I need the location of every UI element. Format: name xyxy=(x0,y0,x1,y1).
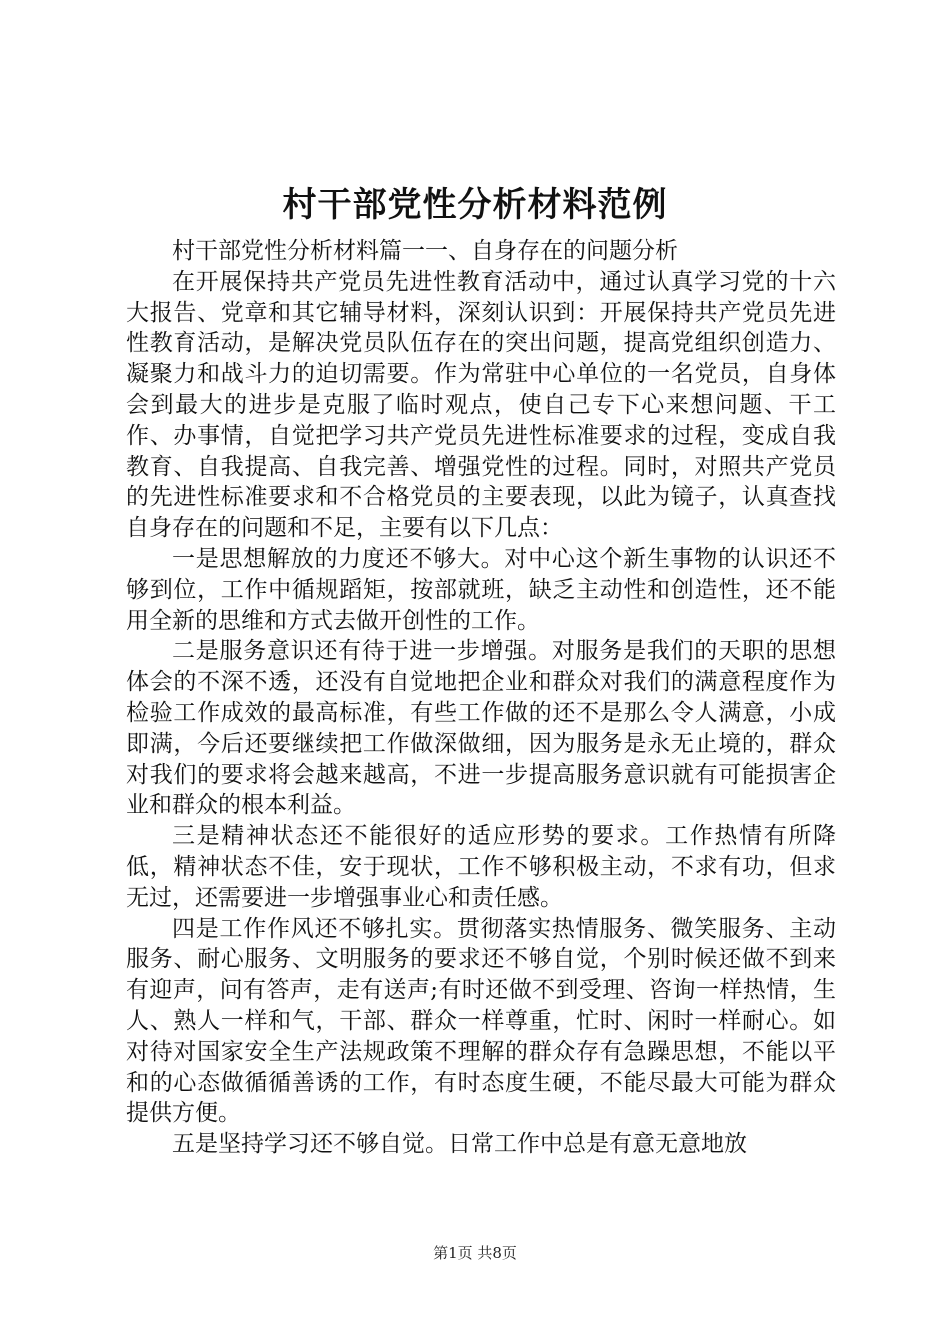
document-body xyxy=(126,236,836,1160)
paragraph-point-1: 一是思想解放的力度还不够大。对中心这个新生事物的认识还不够到位，工作中循规蹈矩，按部就班，缺乏主动性和创造性，还不能用全新的思维和方式去做开创性的工作。 xyxy=(126,545,836,634)
paragraph-point-3: 三是精神状态还不能很好的适应形势的要求。工作热情有所降低，精神状态不佳，安于现状，工作不够积极主动，不求有功，但求无过，还需要进一步增强事业心和责任感。 xyxy=(126,823,836,911)
paragraph-point-5: 五是坚持学习还不够自觉。日常工作中总是有意无意地放 xyxy=(172,1131,747,1158)
page-footer: 第1页 共8页 xyxy=(433,1244,517,1262)
paragraph-point-2: 二是服务意识还有待于进一步增强。对服务是我们的天职的思想体会的不深不透，还没有自觉地把企业和群众对我们的满意程度作为检验工作成效的最高标准，有些工作做的还不是那么令人满意，小成即满，今后还要继续把工作做深做细，因为服务是永无止境的，群众对我们的要求将会越来越高，不进一步提高服务意识就有可能损害企业和群众的根本利益。 xyxy=(126,638,836,819)
paragraph-intro: 在开展保持共产党员先进性教育活动中，通过认真学习党的十六大报告、党章和其它辅导材料，深刻认识到：开展保持共产党员先进性教育活动，是解决党员队伍存在的突出问题，提高党组织创造力、凝聚力和战斗力的迫切需要。作为常驻中心单位的一名党员，自身体会到最大的进步是克服了临时观点，使自己专下心来想问题、干工作、办事情，自觉把学习共产党员先进性标准要求的过程，变成自我教育、自我提高、自我完善、增强党性的过程。同时，对照共产党员的先进性标准要求和不合格党员的主要表现，以此为镜子，认真查找自身存在的问题和不足，主要有以下几点： xyxy=(126,268,836,542)
document-title: 村干部党性分析材料范例 xyxy=(282,185,668,225)
paragraph-heading: 村干部党性分析材料篇一一、自身存在的问题分析 xyxy=(172,238,678,264)
paragraph-point-4: 四是工作作风还不够扎实。贯彻落实热情服务、微笑服务、主动服务、耐心服务、文明服务的要求还不够自觉，个别时候还做不到来有迎声，问有答声，走有送声;有时还做不到受理、咨询一样热情，生人、熟人一样和气，干部、群众一样尊重，忙时、闲时一样耐心。如对待对国家安全生产法规政策不理解的群众存有急躁思想，不能以平和的心态做循循善诱的工作，有时态度生硬，不能尽最大可能为群众提供方便。 xyxy=(126,915,836,1127)
